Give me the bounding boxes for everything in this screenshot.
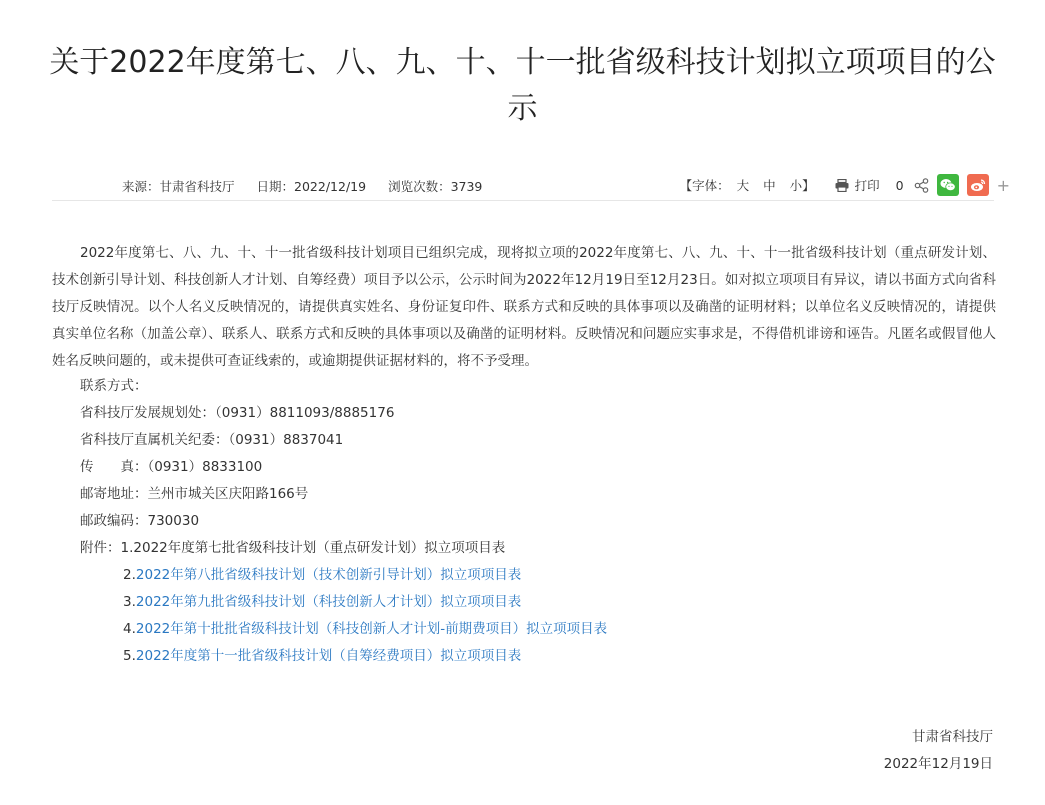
- fax-label-first: 传: [80, 459, 94, 475]
- attachment-item-3: [123, 589, 521, 616]
- page-title: 关于2022年度第七、八、九、十、十一批省级科技计划拟立项项目的公示: [49, 45, 996, 126]
- font-size-large-button[interactable]: 大: [736, 178, 750, 193]
- attachment-item-5: [123, 643, 521, 670]
- attachment-number: 5.: [123, 648, 136, 664]
- attachment-number: 4.: [123, 621, 136, 637]
- source-info: [122, 179, 235, 194]
- source-label: 来源：: [122, 179, 160, 194]
- source-value: 甘肃省科技厅: [159, 179, 235, 194]
- signature-org: 甘肃省科技厅: [912, 729, 993, 745]
- font-size-control: [680, 176, 815, 194]
- views-info: [388, 179, 482, 194]
- discipline-office-contact: 省科技厅直属机关纪委：（0931）8837041: [80, 432, 344, 448]
- attachment-link[interactable]: 2022年第十批批省级科技计划（科技创新人才计划-前期费项目）拟立项项目表: [135, 621, 608, 637]
- views-value: 3739: [450, 179, 483, 194]
- printer-icon: [835, 179, 849, 192]
- font-size-label: 【字体：: [679, 178, 730, 193]
- attachment-link[interactable]: 2022年第九批省级科技计划（科技创新人才计划）拟立项项目表: [135, 594, 522, 610]
- date-value: 2022/12/19: [294, 179, 367, 194]
- attachment-number: 3.: [123, 594, 136, 610]
- article-meta-bar: [52, 172, 1010, 201]
- signature-date: 2022年12月19日: [883, 756, 993, 772]
- weibo-icon: [970, 178, 986, 192]
- attachment-item-2: [123, 562, 521, 589]
- share-count: 0: [895, 177, 904, 193]
- share-icon[interactable]: [914, 178, 929, 193]
- attachment-link[interactable]: 2022年度第十一批省级科技计划（自筹经费项目）拟立项项目表: [135, 648, 522, 664]
- wechat-icon: [940, 178, 956, 192]
- print-button[interactable]: [835, 176, 880, 194]
- mailing-address: 邮寄地址：兰州市城关区庆阳路166号: [80, 486, 309, 502]
- attachment-link[interactable]: 2022年第八批省级科技计划（技术创新引导计划）拟立项项目表: [135, 567, 522, 583]
- attachment-item-4: [123, 616, 607, 643]
- article-meta: [122, 177, 500, 195]
- font-size-small-button[interactable]: 小】: [789, 178, 815, 193]
- attachment-number: 1.: [120, 540, 134, 556]
- postal-code: 邮政编码：730030: [80, 513, 200, 529]
- attachment-number: 2.: [123, 567, 136, 583]
- weibo-share-button[interactable]: [967, 174, 989, 196]
- views-label: 浏览次数：: [388, 179, 451, 194]
- date-label: 日期：: [256, 179, 295, 194]
- attachment-text: 2022年度第七批省级科技计划（重点研发计划）拟立项项目表: [133, 540, 506, 556]
- attachments-label: 附件：: [80, 540, 121, 556]
- announcement-paragraph: 2022年度第七、八、九、十、十一批省级科技计划项目已组织完成，现将拟立项的2022年度第七、八、九、十、十一批省级科技计划（重点研发计划、技术创新引导计划、科技创新人才计划、自筹经费）项目予以公示，公示时间为2022年12月19日至12月23日。如对拟立项项目有异议，请以书面方式向省科技厅反映情况。以个人名义反映情况的，请提供真实姓名、身份证复印件、联系方式和反映的具体事项以及确凿的证明材料；以单位名义反映情况的，请提供真实单位名称（加盖公章）、联系人、联系方式和反映的具体事项以及确凿的证明材料。反映情况和问题应实事求是，不得借机诽谤和诬告。凡匿名或假冒他人姓名反映问题的，或未提供可查证线索的，或逾期提供证据材料的，将不予受理。: [52, 245, 996, 369]
- fax-contact: [80, 454, 262, 481]
- font-size-medium-button[interactable]: 中: [763, 178, 776, 193]
- date-info: [257, 179, 367, 194]
- article-toolbar: [680, 174, 1010, 196]
- fax-label-rest: 真：（0931）8833100: [120, 459, 263, 475]
- more-share-button[interactable]: +: [996, 175, 1010, 195]
- wechat-share-button[interactable]: [937, 174, 959, 196]
- planning-office-contact: 省科技厅发展规划处：（0931）8811093/8885176: [80, 405, 395, 421]
- print-label: 打印: [854, 178, 880, 193]
- contact-heading: 联系方式：: [80, 378, 148, 394]
- attachment-item-1: [80, 535, 505, 562]
